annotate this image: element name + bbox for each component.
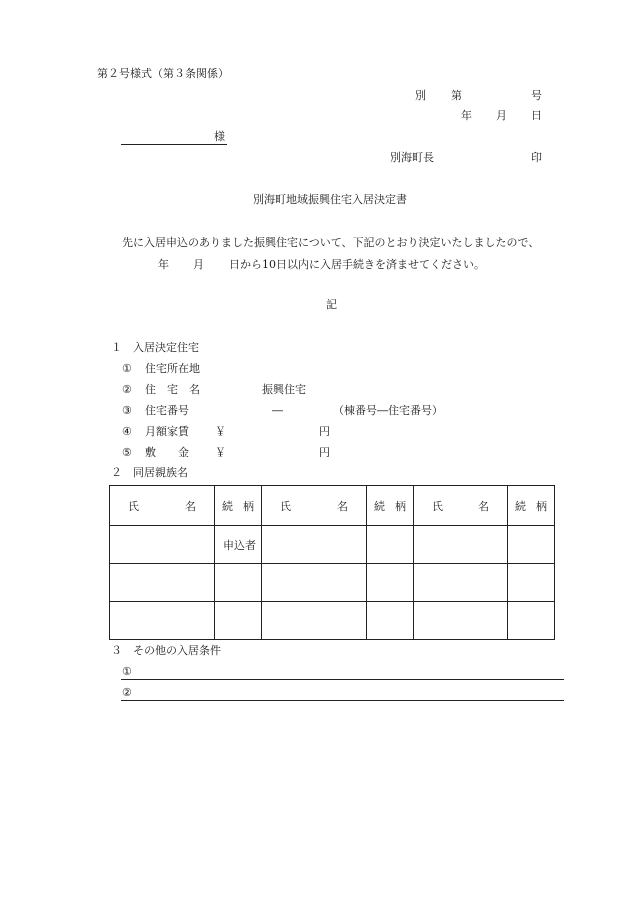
item3-number: ③ [122, 404, 132, 417]
item5-unit: 円 [319, 446, 330, 459]
family-members-table [109, 485, 555, 640]
item5-number: ⑤ [122, 446, 132, 459]
name-cell [414, 564, 508, 602]
table-row [110, 602, 555, 640]
name-header: 氏 名 [110, 486, 215, 526]
relation-cell [215, 526, 262, 564]
doc-number-dai: 第 [451, 89, 462, 102]
condition1-number: ① [122, 665, 132, 678]
item2-label: 住 宅 名 [145, 383, 200, 396]
form-label: 第２号様式（第３条関係） [97, 67, 229, 80]
name-header: 氏 名 [414, 486, 508, 526]
addressee-suffix: 様 [214, 130, 225, 143]
relation-cell [508, 564, 555, 602]
item5-yen: ￥ [215, 446, 226, 459]
table-row [110, 564, 555, 602]
name-cell [414, 602, 508, 640]
item2-number: ② [122, 383, 132, 396]
body-line-2: 日から10日以内に入居手続きを済ませてください。 [229, 258, 485, 271]
document-title: 別海町地域振興住宅入居決定書 [253, 193, 407, 206]
relation-header: 続 柄 [367, 486, 414, 526]
item3-note: （棟番号―住宅番号） [333, 404, 443, 417]
condition2-number: ② [122, 686, 132, 699]
item4-yen: ￥ [215, 425, 226, 438]
body-line-1: 先に入居申込のありました振興住宅について、下記のとおり決定いたしましたので、 [122, 236, 540, 249]
item4-unit: 円 [319, 425, 330, 438]
doc-number-prefix: 別 [415, 89, 426, 102]
section2-number: ２ [111, 466, 122, 479]
name-cell [262, 602, 367, 640]
item1-label: 住宅所在地 [145, 362, 200, 375]
item3-dash: ― [272, 404, 283, 417]
relation-cell [215, 602, 262, 640]
applicant-label: 申込者 [223, 538, 256, 552]
section1-number: １ [111, 341, 122, 354]
name-cell [414, 526, 508, 564]
seal-mark: 印 [531, 151, 542, 164]
date-day: 日 [531, 109, 542, 122]
table-header-row [110, 486, 555, 526]
relation-cell [367, 564, 414, 602]
item5-label: 敷 金 [145, 446, 189, 459]
item2-value: 振興住宅 [262, 383, 306, 396]
name-cell [110, 564, 215, 602]
relation-header: 続 柄 [215, 486, 262, 526]
section3-heading: その他の入居条件 [133, 644, 221, 657]
relation-cell [508, 602, 555, 640]
item4-number: ④ [122, 425, 132, 438]
section1-heading: 入居決定住宅 [133, 341, 199, 354]
relation-cell [367, 602, 414, 640]
body-year: 年 [158, 258, 169, 271]
relation-cell [367, 526, 414, 564]
section3-number: ３ [111, 644, 122, 657]
name-cell [110, 602, 215, 640]
item4-label: 月額家賃 [145, 425, 189, 438]
ki-marker: 記 [326, 298, 337, 311]
addressee-underline [121, 144, 227, 145]
name-cell [262, 564, 367, 602]
name-header: 氏 名 [262, 486, 367, 526]
item3-label: 住宅番号 [145, 404, 189, 417]
doc-number-go: 号 [531, 89, 542, 102]
item1-number: ① [122, 362, 132, 375]
body-month: 月 [193, 258, 204, 271]
relation-cell [508, 526, 555, 564]
name-cell [262, 526, 367, 564]
relation-header: 続 柄 [508, 486, 555, 526]
condition2-line [121, 700, 564, 701]
section2-heading: 同居親族名 [133, 466, 188, 479]
table-row [110, 526, 555, 564]
condition1-line [121, 679, 564, 680]
date-month: 月 [496, 109, 507, 122]
relation-cell [215, 564, 262, 602]
date-year: 年 [461, 109, 472, 122]
name-cell [110, 526, 215, 564]
issuer-name: 別海町長 [390, 151, 434, 164]
